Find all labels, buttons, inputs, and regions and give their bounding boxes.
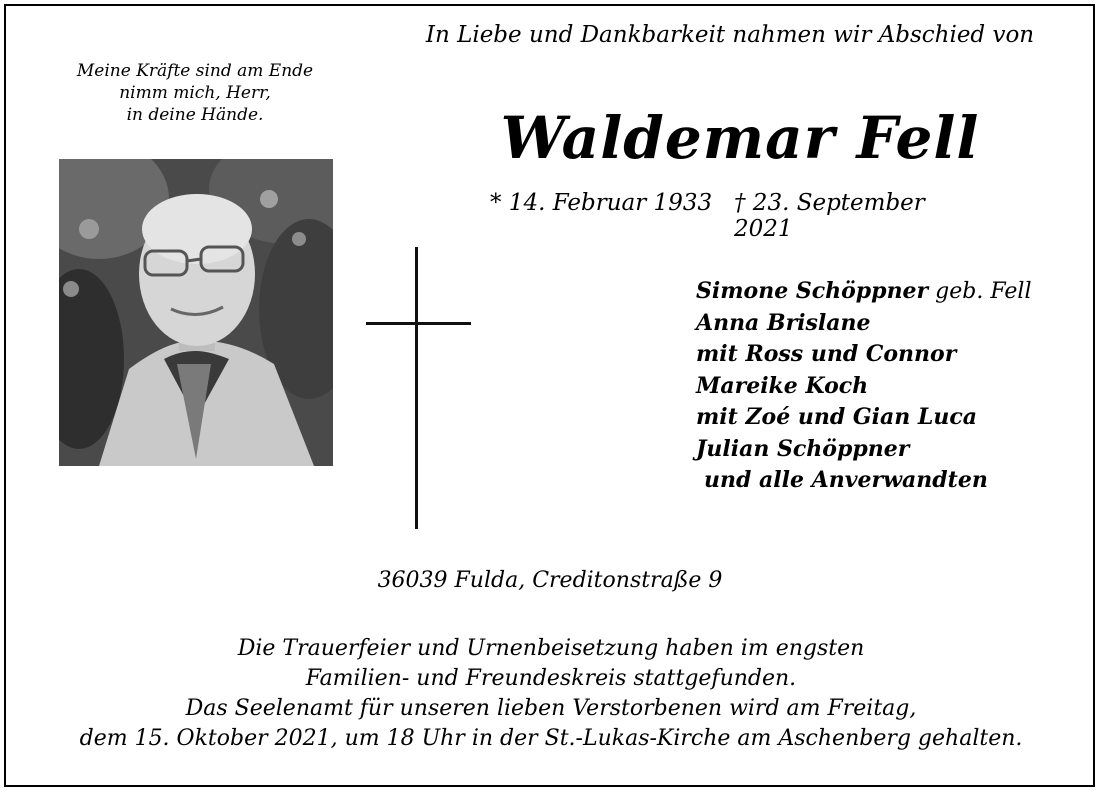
mourner-name: mit Ross und Connor (696, 341, 957, 367)
mourner-row (696, 402, 1076, 434)
verse-line: nimm mich, Herr, (119, 83, 271, 103)
notice-line: dem 15. Oktober 2021, um 18 Uhr in der St.-Lukas-Kirche am Aschenberg gehalten. (79, 726, 1023, 751)
mourner-row (696, 465, 1076, 497)
notice-line: Die Trauerfeier und Urnenbeisetzung haben im engsten (237, 636, 865, 661)
portrait-image (59, 159, 333, 466)
mourner-name: und alle Anverwandten (704, 467, 988, 493)
mourner-row (696, 276, 1076, 308)
service-notice (40, 634, 1062, 754)
mourner-note: geb. Fell (928, 279, 1032, 304)
mourner-name: Simone Schöppner (696, 278, 929, 304)
mourner-row (696, 308, 1076, 340)
mourner-name: mit Zoé und Gian Luca (696, 404, 978, 430)
verse (40, 60, 350, 126)
cross-horizontal-bar (366, 322, 471, 325)
mourner-name: Mareike Koch (696, 372, 869, 399)
mourner-row (696, 434, 1076, 466)
notice-line: Familien- und Freundeskreis stattgefunden. (305, 666, 797, 691)
mourners-list (696, 276, 1076, 497)
address: 36039 Fulda, Creditonstraße 9 (377, 568, 723, 593)
notice-line: Das Seelenamt für unseren lieben Verstorbenen wird am Freitag, (185, 696, 917, 721)
mourner-row (696, 339, 1076, 371)
cross-vertical-bar (415, 247, 418, 529)
verse-line: in deine Hände. (126, 105, 264, 125)
mourner-row (696, 371, 1076, 403)
intro-text: In Liebe und Dankbarkeit nahmen wir Abschied von (425, 22, 1035, 48)
verse-line: Meine Kräfte sind am Ende (76, 61, 314, 81)
mourner-name: Anna Brislane (696, 309, 871, 336)
death-date: † 23. September 2021 (734, 190, 925, 242)
portrait-photo (59, 159, 333, 466)
mourner-name: Julian Schöppner (696, 435, 910, 462)
deceased-name: Waldemar Fell (500, 104, 980, 172)
birth-date: * 14. Februar 1933 (490, 190, 713, 216)
